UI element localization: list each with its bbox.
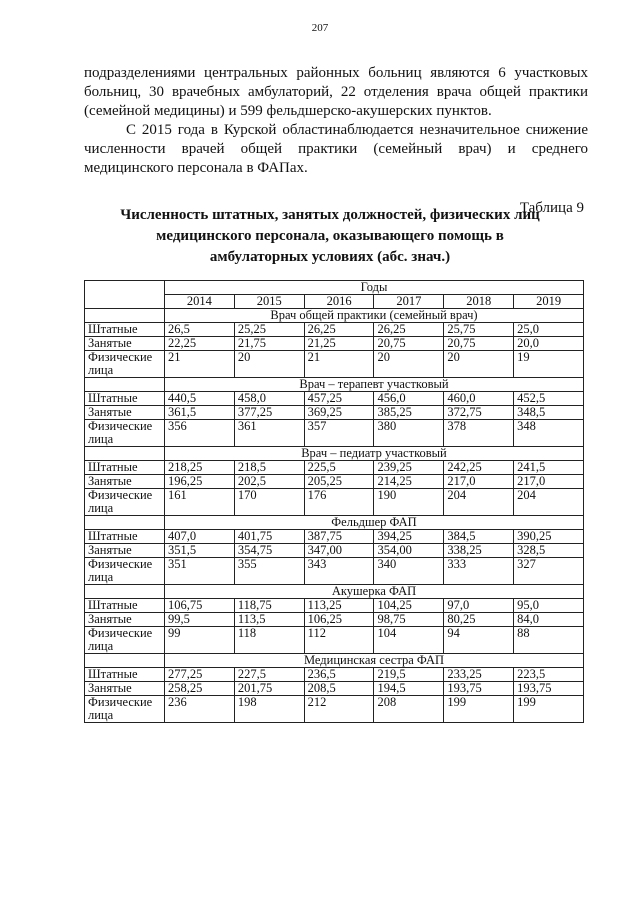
table-cell: 25,0 (514, 323, 584, 337)
table-cell: 21 (165, 351, 235, 378)
table-row (85, 668, 584, 682)
table-cell: 196,25 (165, 475, 235, 489)
section-title: Врач общей практики (семейный врач) (165, 309, 584, 323)
year-header: 2014 (165, 295, 235, 309)
row-label: Физические лица (85, 696, 165, 723)
table-cell: 199 (514, 696, 584, 723)
table-cell: 99 (165, 627, 235, 654)
table-cell: 333 (444, 558, 514, 585)
table-row (85, 351, 584, 378)
table-row (85, 489, 584, 516)
table-row (85, 475, 584, 489)
year-header: 2017 (374, 295, 444, 309)
table-cell: 223,5 (514, 668, 584, 682)
table-cell: 199 (444, 696, 514, 723)
table-row (85, 544, 584, 558)
table-row (85, 627, 584, 654)
year-header: 2015 (234, 295, 304, 309)
table-cell: 204 (514, 489, 584, 516)
table-label: Таблица 9 (519, 200, 584, 216)
table-cell: 118,75 (234, 599, 304, 613)
table-cell: 26,25 (304, 323, 374, 337)
section-blank-cell (85, 447, 165, 461)
section-title: Врач – терапевт участковый (165, 378, 584, 392)
section-title: Врач – педиатр участковый (165, 447, 584, 461)
table-cell: 354,75 (234, 544, 304, 558)
table-cell: 380 (374, 420, 444, 447)
section-title: Акушерка ФАП (165, 585, 584, 599)
section-blank-cell (85, 654, 165, 668)
table-cell: 161 (165, 489, 235, 516)
table-row (85, 406, 584, 420)
table-cell: 340 (374, 558, 444, 585)
table-cell: 258,25 (165, 682, 235, 696)
section-blank-cell (85, 309, 165, 323)
table-row (85, 558, 584, 585)
table-cell: 26,5 (165, 323, 235, 337)
table-section-row (85, 309, 584, 323)
table-cell: 20 (234, 351, 304, 378)
paragraph-2: С 2015 года в Курской областинаблюдается незначительное снижение численности врачей общей практики (семейный врач) и среднего медицинского персонала в ФАПах. (84, 122, 588, 176)
table-cell: 407,0 (165, 530, 235, 544)
table-cell: 25,75 (444, 323, 514, 337)
table-cell: 401,75 (234, 530, 304, 544)
table-cell: 218,25 (165, 461, 235, 475)
table-cell: 347,00 (304, 544, 374, 558)
table-row (85, 323, 584, 337)
section-blank-cell (85, 378, 165, 392)
table-cell: 21,75 (234, 337, 304, 351)
years-group-header: Годы (165, 281, 584, 295)
table-cell: 343 (304, 558, 374, 585)
table-row (85, 392, 584, 406)
table-cell: 458,0 (234, 392, 304, 406)
table-cell: 204 (444, 489, 514, 516)
table-cell: 21 (304, 351, 374, 378)
paragraph-1: подразделениями центральных районных больниц являются 6 участковых больниц, 30 врачебных амбулаторий, 22 отделения врача общей практики (семейной медицины) и 599 фельдшерско-акушерских пунктов. (84, 65, 588, 119)
row-label: Штатные (85, 461, 165, 475)
table-cell: 118 (234, 627, 304, 654)
table-cell: 456,0 (374, 392, 444, 406)
table-cell: 208,5 (304, 682, 374, 696)
table-cell: 80,25 (444, 613, 514, 627)
table-cell: 20,0 (514, 337, 584, 351)
table-cell: 25,25 (234, 323, 304, 337)
row-label: Штатные (85, 599, 165, 613)
table-cell: 20 (444, 351, 514, 378)
table-cell: 369,25 (304, 406, 374, 420)
table-cell: 236 (165, 696, 235, 723)
table-cell: 112 (304, 627, 374, 654)
table-cell: 106,25 (304, 613, 374, 627)
table-cell: 457,25 (304, 392, 374, 406)
table-row (85, 420, 584, 447)
table-row (85, 682, 584, 696)
table-cell: 205,25 (304, 475, 374, 489)
table-cell: 378 (444, 420, 514, 447)
table-cell: 227,5 (234, 668, 304, 682)
table-cell: 460,0 (444, 392, 514, 406)
table-body (85, 309, 584, 723)
table-header-group-row (85, 281, 584, 295)
table-corner-cell (85, 281, 165, 309)
table-cell: 113,25 (304, 599, 374, 613)
table-cell: 338,25 (444, 544, 514, 558)
year-header: 2016 (304, 295, 374, 309)
table-cell: 233,25 (444, 668, 514, 682)
table-cell: 219,5 (374, 668, 444, 682)
table-cell: 212 (304, 696, 374, 723)
table-cell: 176 (304, 489, 374, 516)
table-section-row (85, 654, 584, 668)
table-cell: 201,75 (234, 682, 304, 696)
section-title: Фельдшер ФАП (165, 516, 584, 530)
table-cell: 348,5 (514, 406, 584, 420)
staff-table (84, 280, 584, 723)
table-cell: 327 (514, 558, 584, 585)
table-cell: 394,25 (374, 530, 444, 544)
row-label: Занятые (85, 406, 165, 420)
table-cell: 328,5 (514, 544, 584, 558)
table-cell: 208 (374, 696, 444, 723)
row-label: Занятые (85, 544, 165, 558)
table-cell: 217,0 (514, 475, 584, 489)
table-cell: 193,75 (444, 682, 514, 696)
table-cell: 357 (304, 420, 374, 447)
row-label: Физические лица (85, 558, 165, 585)
table-cell: 348 (514, 420, 584, 447)
table-row (85, 613, 584, 627)
row-label: Штатные (85, 668, 165, 682)
section-blank-cell (85, 585, 165, 599)
table-cell: 104 (374, 627, 444, 654)
table-cell: 356 (165, 420, 235, 447)
section-blank-cell (85, 516, 165, 530)
table-cell: 94 (444, 627, 514, 654)
section-title: Медицинская сестра ФАП (165, 654, 584, 668)
table-row (85, 530, 584, 544)
table-cell: 202,5 (234, 475, 304, 489)
row-label: Занятые (85, 682, 165, 696)
row-label: Штатные (85, 392, 165, 406)
table-cell: 170 (234, 489, 304, 516)
table-section-row (85, 585, 584, 599)
table-cell: 390,25 (514, 530, 584, 544)
table-cell: 198 (234, 696, 304, 723)
table-section-row (85, 516, 584, 530)
table-cell: 377,25 (234, 406, 304, 420)
table-cell: 361 (234, 420, 304, 447)
table-cell: 106,75 (165, 599, 235, 613)
table-cell: 20,75 (374, 337, 444, 351)
table-cell: 385,25 (374, 406, 444, 420)
table-cell: 97,0 (444, 599, 514, 613)
table-cell: 20,75 (444, 337, 514, 351)
table-row (85, 337, 584, 351)
row-label: Занятые (85, 337, 165, 351)
table-cell: 351,5 (165, 544, 235, 558)
table-cell: 440,5 (165, 392, 235, 406)
table-cell: 26,25 (374, 323, 444, 337)
table-cell: 214,25 (374, 475, 444, 489)
body-text (84, 64, 588, 178)
table-cell: 193,75 (514, 682, 584, 696)
table-cell: 99,5 (165, 613, 235, 627)
row-label: Штатные (85, 323, 165, 337)
table-cell: 372,75 (444, 406, 514, 420)
page-number: 207 (311, 22, 329, 34)
row-label: Физические лица (85, 627, 165, 654)
table-cell: 242,25 (444, 461, 514, 475)
table-row (85, 461, 584, 475)
table-cell: 20 (374, 351, 444, 378)
table-cell: 351 (165, 558, 235, 585)
table-cell: 218,5 (234, 461, 304, 475)
row-label: Занятые (85, 475, 165, 489)
year-header: 2019 (514, 295, 584, 309)
table-cell: 452,5 (514, 392, 584, 406)
row-label: Физические лица (85, 351, 165, 378)
table-cell: 22,25 (165, 337, 235, 351)
row-label: Физические лица (85, 489, 165, 516)
year-header: 2018 (444, 295, 514, 309)
table-section-row (85, 378, 584, 392)
table-cell: 225,5 (304, 461, 374, 475)
table-cell: 98,75 (374, 613, 444, 627)
table-cell: 387,75 (304, 530, 374, 544)
table-cell: 361,5 (165, 406, 235, 420)
table-cell: 236,5 (304, 668, 374, 682)
row-label: Занятые (85, 613, 165, 627)
table-cell: 21,25 (304, 337, 374, 351)
table-cell: 241,5 (514, 461, 584, 475)
table-cell: 95,0 (514, 599, 584, 613)
row-label: Штатные (85, 530, 165, 544)
table-cell: 239,25 (374, 461, 444, 475)
table-row (85, 599, 584, 613)
table-cell: 88 (514, 627, 584, 654)
table-section-row (85, 447, 584, 461)
table-cell: 384,5 (444, 530, 514, 544)
table-cell: 84,0 (514, 613, 584, 627)
row-label: Физические лица (85, 420, 165, 447)
table-cell: 19 (514, 351, 584, 378)
table-title: Численность штатных, занятых должностей, физических лиц медицинского персонала, оказывающего помощь в амбулаторных условиях (абс. знач.) (120, 207, 540, 265)
table-cell: 277,25 (165, 668, 235, 682)
table-row (85, 696, 584, 723)
table-cell: 194,5 (374, 682, 444, 696)
table-cell: 113,5 (234, 613, 304, 627)
table-cell: 190 (374, 489, 444, 516)
table-cell: 355 (234, 558, 304, 585)
table-cell: 104,25 (374, 599, 444, 613)
table-cell: 217,0 (444, 475, 514, 489)
table-cell: 354,00 (374, 544, 444, 558)
